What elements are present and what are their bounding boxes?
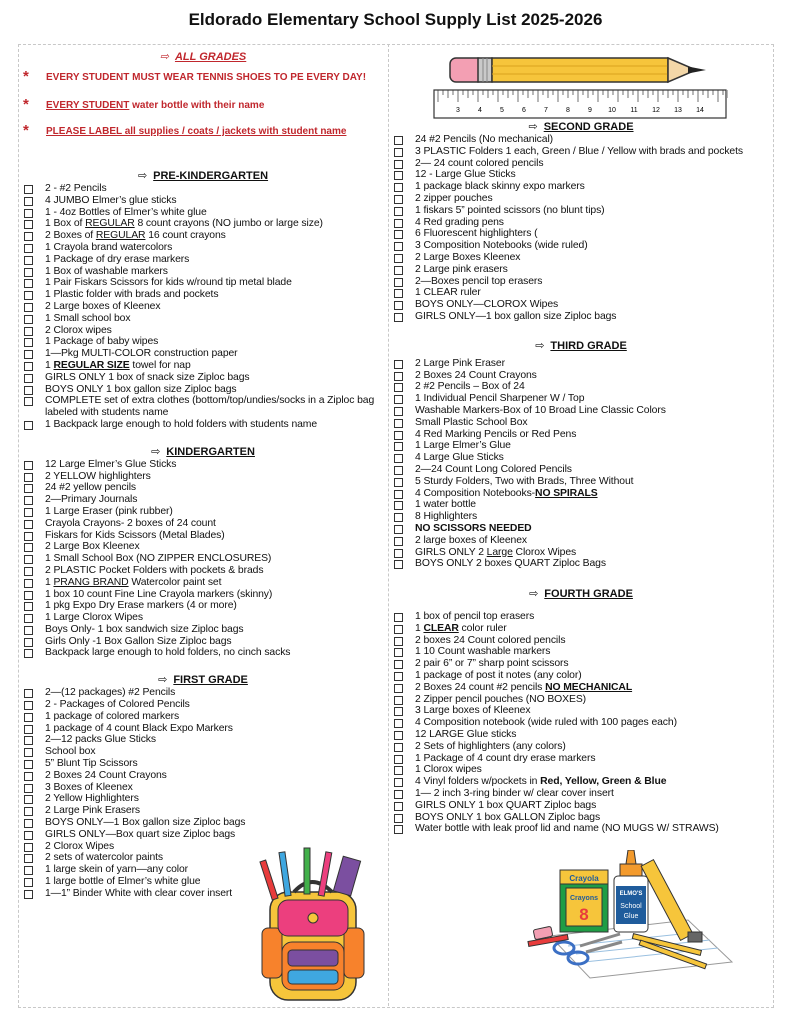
all-grades-section — [22, 50, 384, 144]
checkbox-icon — [24, 185, 33, 194]
list-item: 1 - 4oz Bottles of Elmer’s white glue — [22, 207, 384, 219]
pencil-ruler-illustration — [428, 50, 728, 122]
list-item: 2 boxes 24 Count colored pencils — [392, 635, 770, 647]
checkbox-icon — [24, 496, 33, 505]
checkbox-icon — [24, 508, 33, 517]
list-item: 2— 24 count colored pencils — [392, 158, 770, 170]
list-item: 2 Zipper pencil pouches (NO BOXES) — [392, 694, 770, 706]
checkbox-icon — [394, 207, 403, 216]
list-item: 3 Composition Notebooks (wide ruled) — [392, 240, 770, 252]
list-item: Water bottle with leak proof lid and name (NO MUGS W/ STRAWS) — [392, 823, 770, 835]
checkbox-icon — [24, 591, 33, 600]
list-item: 12 LARGE Glue sticks — [392, 729, 770, 741]
checkbox-icon — [24, 831, 33, 840]
list-item: 5” Blunt Tip Scissors — [22, 758, 384, 770]
checkbox-icon — [24, 626, 33, 635]
checkbox-icon — [24, 291, 33, 300]
checkbox-icon — [394, 549, 403, 558]
list-item: 1 Large Clorox Wipes — [22, 612, 384, 624]
checkbox-icon — [24, 461, 33, 470]
list-item: 1 Package of baby wipes — [22, 336, 384, 348]
checkbox-icon — [24, 878, 33, 887]
checkbox-icon — [394, 648, 403, 657]
crayon-box-count: 8 — [579, 905, 589, 924]
checkbox-icon — [394, 466, 403, 475]
list-item: BOYS ONLY—1 Box gallon size Ziploc bags — [22, 817, 384, 829]
checkbox-icon — [24, 209, 33, 218]
notice-tennis-shoes: * EVERY STUDENT MUST WEAR TENNIS SHOES TO PE EVERY DAY! — [23, 68, 367, 85]
list-item: 1 package black skinny expo markers — [392, 181, 770, 193]
checkbox-icon — [24, 866, 33, 875]
checkbox-icon — [24, 795, 33, 804]
crayon-box-icon — [560, 870, 608, 932]
checkbox-icon — [24, 689, 33, 698]
checkbox-icon — [394, 743, 403, 752]
list-item: 1 Small School Box (NO ZIPPER ENCLOSURES) — [22, 553, 384, 565]
list-item: 2 Large pink erasers — [392, 264, 770, 276]
checkbox-icon — [394, 219, 403, 228]
list-item: 2 Boxes 24 count #2 pencils NO MECHANICAL — [392, 682, 770, 694]
checkbox-icon — [24, 614, 33, 623]
third-grade-list — [392, 358, 770, 570]
checkbox-icon — [24, 784, 33, 793]
list-item: 2 YELLOW highlighters — [22, 471, 384, 483]
list-item: Backpack large enough to hold folders, no cinch sacks — [22, 647, 384, 659]
list-item: NO SCISSORS NEEDED — [392, 523, 770, 535]
checkbox-icon — [394, 755, 403, 764]
checkbox-icon — [24, 362, 33, 371]
list-item: GIRLS ONLY 2 Large Clorox Wipes — [392, 547, 770, 559]
ruler-number: 5 — [500, 107, 504, 114]
checkbox-icon — [24, 268, 33, 277]
arrow-icon: ⇨ — [535, 339, 545, 352]
checkbox-icon — [394, 684, 403, 693]
list-item: 1 Small school box — [22, 313, 384, 325]
ruler-number: 13 — [674, 107, 682, 114]
list-item: 2 Boxes 24 Count Crayons — [22, 770, 384, 782]
list-item: 2 Yellow Highlighters — [22, 793, 384, 805]
arrow-icon: ⇨ — [151, 445, 161, 458]
checkbox-icon — [24, 555, 33, 564]
list-item: 1 Large Elmer’s Glue — [392, 440, 770, 452]
checkbox-icon — [394, 195, 403, 204]
checkbox-icon — [24, 760, 33, 769]
checkbox-icon — [394, 660, 403, 669]
checkbox-icon — [394, 501, 403, 510]
checkbox-icon — [394, 560, 403, 569]
list-item: 2—Boxes pencil top erasers — [392, 276, 770, 288]
checkbox-icon — [24, 327, 33, 336]
checkbox-icon — [24, 736, 33, 745]
list-item: Girls Only -1 Box Gallon Size Ziploc bags — [22, 636, 384, 648]
checkbox-icon — [24, 256, 33, 265]
ruler-number: 6 — [522, 107, 526, 114]
list-item: 1 Clorox wipes — [392, 764, 770, 776]
list-item: 1 REGULAR SIZE towel for nap — [22, 360, 384, 372]
ruler-number: 4 — [478, 107, 482, 114]
list-item: 12 - Large Glue Sticks — [392, 169, 770, 181]
arrow-icon: ⇨ — [529, 588, 539, 601]
checkbox-icon — [394, 266, 403, 275]
notice-label-supplies: * PLEASE LABEL all supplies / coats / jackets with student name — [23, 122, 347, 139]
checkbox-icon — [24, 484, 33, 493]
checkbox-icon — [24, 279, 33, 288]
checkbox-icon — [394, 313, 403, 322]
list-item: 2 large boxes of Kleenex — [392, 535, 770, 547]
second-grade-list — [392, 134, 770, 323]
list-item: 1 Package of 4 count dry erase markers — [392, 753, 770, 765]
checkbox-icon — [394, 719, 403, 728]
checkbox-icon — [24, 473, 33, 482]
ruler-number: 3 — [456, 107, 460, 114]
arrow-icon: ⇨ — [159, 51, 169, 63]
checkbox-icon — [24, 232, 33, 241]
ruler-number: 14 — [696, 107, 704, 114]
backpack-illustration — [254, 842, 374, 1004]
checkbox-icon — [24, 843, 33, 852]
list-item: COMPLETE set of extra clothes (bottom/top/undies/socks in a Ziploc bag labeled with students name — [22, 395, 384, 419]
checkbox-icon — [394, 637, 403, 646]
section-heading-fourth-grade: ⇨ FOURTH GRADE — [529, 588, 633, 601]
checkbox-icon — [24, 386, 33, 395]
list-item: 12 Large Elmer’s Glue Sticks — [22, 459, 384, 471]
list-item: GIRLS ONLY—Box quart size Ziploc bags — [22, 829, 384, 841]
checkbox-icon — [394, 672, 403, 681]
list-item: 1 pkg Expo Dry Erase markers (4 or more) — [22, 600, 384, 612]
checkbox-icon — [24, 315, 33, 324]
list-item: 3 Large boxes of Kleenex — [392, 705, 770, 717]
list-item: 2 - #2 Pencils — [22, 183, 384, 195]
list-item: Boys Only- 1 box sandwich size Ziploc bags — [22, 624, 384, 636]
checkbox-icon — [394, 825, 403, 834]
left-column — [22, 50, 384, 900]
checkbox-icon — [394, 242, 403, 251]
notice-water-bottle: * EVERY STUDENT water bottle with their name — [23, 96, 265, 113]
list-item: 2 sets of watercolor paints — [22, 852, 384, 864]
checkbox-icon — [394, 419, 403, 428]
checkbox-icon — [394, 537, 403, 546]
list-item: 4 Composition notebook (wide ruled with 100 pages each) — [392, 717, 770, 729]
checkbox-icon — [24, 602, 33, 611]
checkbox-icon — [394, 513, 403, 522]
kindergarten-list — [22, 459, 384, 660]
section-heading-second-grade: ⇨ SECOND GRADE — [528, 121, 634, 133]
checkbox-icon — [24, 338, 33, 347]
asterisk-icon: * — [23, 68, 29, 85]
checkbox-icon — [394, 525, 403, 534]
ruler-number: 12 — [652, 107, 660, 114]
list-item: 1 box 10 count Fine Line Crayola markers (skinny) — [22, 589, 384, 601]
list-item: 1 large skein of yarn—any color — [22, 864, 384, 876]
supplies-illustration — [520, 850, 742, 980]
right-column — [392, 120, 770, 835]
list-item: 4 Vinyl folders w/pockets in Red, Yellow, Green & Blue — [392, 776, 770, 788]
list-item: 1 Box of REGULAR 8 count crayons (NO jumbo or large size) — [22, 218, 384, 230]
glue-line2: Glue — [623, 913, 639, 920]
checkbox-icon — [394, 814, 403, 823]
list-item: 2 Large boxes of Kleenex — [22, 301, 384, 313]
list-item: 8 Highlighters — [392, 511, 770, 523]
checkbox-icon — [24, 713, 33, 722]
checkbox-icon — [24, 397, 33, 406]
checkbox-icon — [394, 254, 403, 263]
checkbox-icon — [394, 802, 403, 811]
checkbox-icon — [24, 854, 33, 863]
list-item: 2 Sets of highlighters (any colors) — [392, 741, 770, 753]
checkbox-icon — [24, 532, 33, 541]
checkbox-icon — [394, 148, 403, 157]
list-item: 2—(12 packages) #2 Pencils — [22, 687, 384, 699]
ruler-number: 10 — [608, 107, 616, 114]
list-item: 2 zipper pouches — [392, 193, 770, 205]
list-item: 4 JUMBO Elmer’s glue sticks — [22, 195, 384, 207]
checkbox-icon — [24, 649, 33, 658]
list-item: 1 10 Count washable markers — [392, 646, 770, 658]
list-item: 2 pair 6” or 7” sharp point scissors — [392, 658, 770, 670]
list-item: 4 Composition Notebooks-NO SPIRALS — [392, 488, 770, 500]
list-item: 24 #2 yellow pencils — [22, 482, 384, 494]
list-item: Washable Markers-Box of 10 Broad Line Classic Colors — [392, 405, 770, 417]
list-item: 3 Boxes of Kleenex — [22, 782, 384, 794]
checkbox-icon — [24, 303, 33, 312]
list-item: 6 Fluorescent highlighters ( — [392, 228, 770, 240]
list-item: 1 box of pencil top erasers — [392, 611, 770, 623]
checkbox-icon — [394, 230, 403, 239]
list-item: 1 Crayola brand watercolors — [22, 242, 384, 254]
checkbox-icon — [394, 431, 403, 440]
list-item: 1 Individual Pencil Sharpener W / Top — [392, 393, 770, 405]
checkbox-icon — [394, 383, 403, 392]
list-item: 1 PRANG BRAND Watercolor paint set — [22, 577, 384, 589]
glue-brand: ELMO'S — [619, 891, 643, 897]
checkbox-icon — [394, 360, 403, 369]
checkbox-icon — [24, 579, 33, 588]
checkbox-icon — [24, 567, 33, 576]
list-item: Fiskars for Kids Scissors (Metal Blades) — [22, 530, 384, 542]
checkbox-icon — [394, 278, 403, 287]
checkbox-icon — [24, 520, 33, 529]
list-item: 1 Plastic folder with brads and pockets — [22, 289, 384, 301]
checkbox-icon — [394, 301, 403, 310]
checkbox-icon — [394, 289, 403, 298]
checkbox-icon — [24, 701, 33, 710]
list-item: 1 package of 4 count Black Expo Markers — [22, 723, 384, 735]
checkbox-icon — [394, 778, 403, 787]
section-heading-third-grade: ⇨ THIRD GRADE — [535, 339, 627, 352]
list-item: 1 package of post it notes (any color) — [392, 670, 770, 682]
list-item: 2 Large Boxes Kleenex — [392, 252, 770, 264]
list-item: 1 Box of washable markers — [22, 266, 384, 278]
glue-bottle-icon — [614, 850, 648, 932]
checkbox-icon — [394, 790, 403, 799]
checkbox-icon — [394, 136, 403, 145]
checkbox-icon — [394, 454, 403, 463]
ruler-number: 8 — [566, 107, 570, 114]
list-item: 3 PLASTIC Folders 1 each, Green / Blue / Yellow with brads and pockets — [392, 146, 770, 158]
checkbox-icon — [394, 160, 403, 169]
list-item: School box — [22, 746, 384, 758]
list-item: BOYS ONLY 1 box gallon size Ziploc bags — [22, 384, 384, 396]
checkbox-icon — [24, 772, 33, 781]
list-item: 1 CLEAR ruler — [392, 287, 770, 299]
checkbox-icon — [24, 807, 33, 816]
list-item: GIRLS ONLY—1 box gallon size Ziploc bags — [392, 311, 770, 323]
checkbox-icon — [394, 407, 403, 416]
section-heading-first-grade: ⇨ FIRST GRADE — [158, 674, 248, 687]
ruler-icon — [434, 90, 728, 118]
checkbox-icon — [24, 638, 33, 647]
pre-k-list — [22, 183, 384, 431]
pencil-icon — [450, 58, 706, 82]
list-item: GIRLS ONLY 1 box of snack size Ziploc bags — [22, 372, 384, 384]
list-item: BOYS ONLY—CLOROX Wipes — [392, 299, 770, 311]
checkbox-icon — [394, 478, 403, 487]
list-item: 4 Red Marking Pencils or Red Pens — [392, 429, 770, 441]
section-heading-kindergarten: ⇨ KINDERGARTEN — [151, 445, 255, 458]
list-item: 2 Clorox wipes — [22, 325, 384, 337]
list-item: 4 Large Glue Sticks — [392, 452, 770, 464]
ruler-number: 11 — [630, 107, 638, 114]
list-item: 24 #2 Pencils (No mechanical) — [392, 134, 770, 146]
checkbox-icon — [24, 244, 33, 253]
asterisk-icon: * — [23, 122, 29, 139]
checkbox-icon — [394, 625, 403, 634]
checkbox-icon — [24, 748, 33, 757]
list-item: 2—12 packs Glue Sticks — [22, 734, 384, 746]
checkbox-icon — [394, 490, 403, 499]
list-item: 2 PLASTIC Pocket Folders with pockets & brads — [22, 565, 384, 577]
checkbox-icon — [394, 731, 403, 740]
list-item: 1 package of colored markers — [22, 711, 384, 723]
checkbox-icon — [24, 725, 33, 734]
list-item: BOYS ONLY 2 boxes QUART Ziploc Bags — [392, 558, 770, 570]
crayon-box-word: Crayons — [569, 895, 599, 902]
list-item: 2 Boxes 24 Count Crayons — [392, 370, 770, 382]
checkbox-icon — [394, 171, 403, 180]
checkbox-icon — [24, 197, 33, 206]
asterisk-icon: * — [23, 96, 29, 113]
checkbox-icon — [394, 183, 403, 192]
checkbox-icon — [24, 543, 33, 552]
checkbox-icon — [394, 707, 403, 716]
checkbox-icon — [394, 372, 403, 381]
list-item: 1 water bottle — [392, 499, 770, 511]
ruler-number: 9 — [588, 107, 592, 114]
checkbox-icon — [394, 766, 403, 775]
ruler-number: 7 — [544, 107, 548, 114]
list-item: 4 Red grading pens — [392, 217, 770, 229]
column-divider — [388, 44, 389, 1006]
checkbox-icon — [24, 819, 33, 828]
list-item: 2 - Packages of Colored Pencils — [22, 699, 384, 711]
checkbox-icon — [24, 374, 33, 383]
list-item: 2—Primary Journals — [22, 494, 384, 506]
checkbox-icon — [394, 395, 403, 404]
section-heading-all-grades: ⇨ ALL GRADES — [159, 51, 247, 63]
list-item: Small Plastic School Box — [392, 417, 770, 429]
list-item: 1 large bottle of Elmer’s white glue — [22, 876, 384, 888]
glue-line1: School — [620, 903, 642, 910]
list-item: 1 Large Eraser (pink rubber) — [22, 506, 384, 518]
arrow-icon: ⇨ — [137, 170, 148, 182]
page-title: Eldorado Elementary School Supply List 2025-2026 — [188, 10, 603, 29]
checkbox-icon — [394, 696, 403, 705]
list-item: 2 Large Box Kleenex — [22, 541, 384, 553]
list-item: 1—Pkg MULTI-COLOR construction paper — [22, 348, 384, 360]
list-item: 2 #2 Pencils – Box of 24 — [392, 381, 770, 393]
checkbox-icon — [394, 442, 403, 451]
checkbox-icon — [394, 613, 403, 622]
checkbox-icon — [24, 890, 33, 899]
list-item: 1— 2 inch 3-ring binder w/ clear cover insert — [392, 788, 770, 800]
checkbox-icon — [24, 220, 33, 229]
list-item: 1 Pair Fiskars Scissors for kids w/round tip metal blade — [22, 277, 384, 289]
fourth-grade-list — [392, 611, 770, 835]
section-heading-pre-k: ⇨ PRE-KINDERGARTEN — [137, 170, 269, 182]
list-item: 1 Backpack large enough to hold folders with students name — [22, 419, 384, 431]
list-item: 1 fiskars 5” pointed scissors (no blunt tips) — [392, 205, 770, 217]
list-item: BOYS ONLY 1 box GALLON Ziploc bags — [392, 812, 770, 824]
list-item: 2—24 Count Long Colored Pencils — [392, 464, 770, 476]
list-item: 1—1” Binder White with clear cover insert — [22, 888, 384, 900]
backpack-icon — [262, 882, 364, 1000]
arrow-icon: ⇨ — [158, 674, 168, 687]
list-item: 2 Large Pink Erasers — [22, 805, 384, 817]
list-item: 2 Boxes of REGULAR 16 count crayons — [22, 230, 384, 242]
checkbox-icon — [24, 421, 33, 430]
crayons-icon — [260, 848, 361, 900]
list-item: 1 Package of dry erase markers — [22, 254, 384, 266]
arrow-icon: ⇨ — [528, 121, 538, 133]
list-item: 2 Clorox Wipes — [22, 841, 384, 853]
sharpener-icon — [688, 932, 702, 942]
checkbox-icon — [24, 350, 33, 359]
list-item: 5 Sturdy Folders, Two with Brads, Three Without — [392, 476, 770, 488]
list-item: 2 Large Pink Eraser — [392, 358, 770, 370]
crayon-box-brand: Crayola — [569, 874, 599, 883]
list-item: GIRLS ONLY 1 box QUART Ziploc bags — [392, 800, 770, 812]
list-item: Crayola Crayons- 2 boxes of 24 count — [22, 518, 384, 530]
list-item: 1 CLEAR color ruler — [392, 623, 770, 635]
